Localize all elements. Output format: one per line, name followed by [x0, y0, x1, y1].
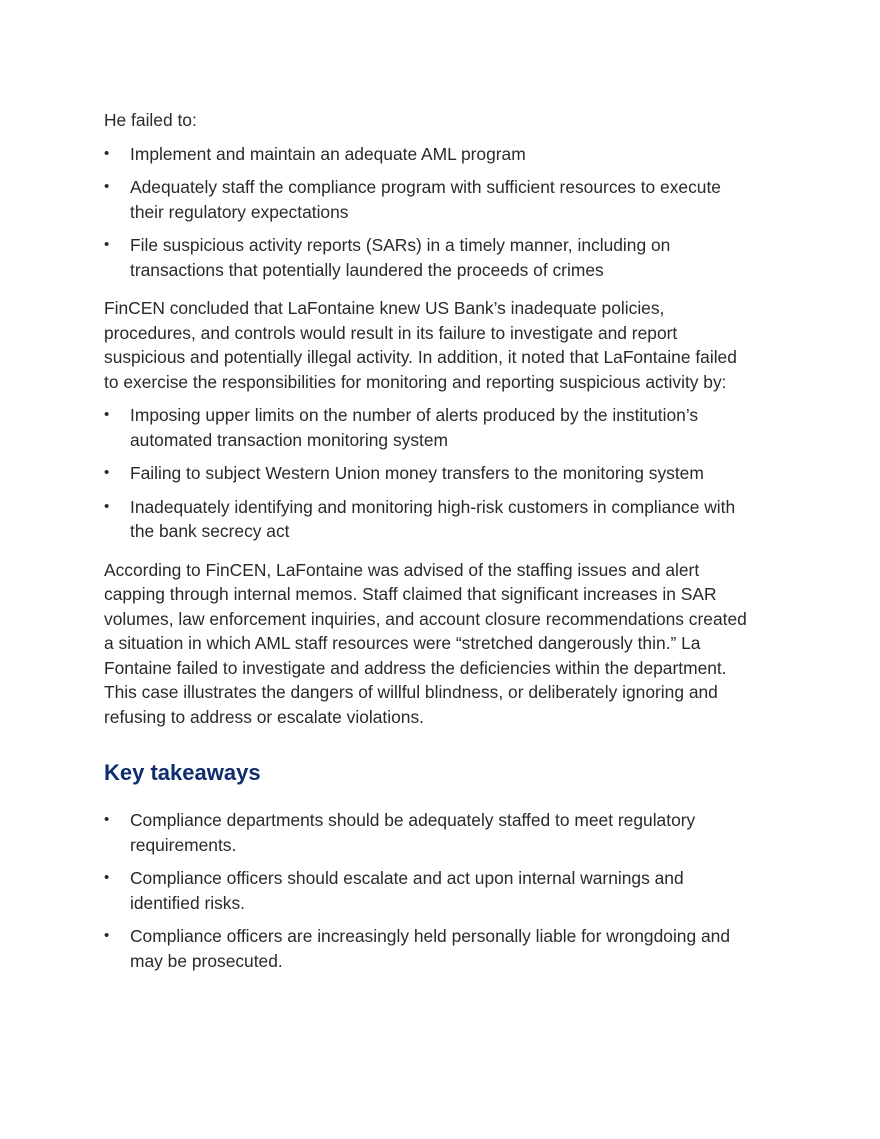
bullet-icon: • — [104, 144, 110, 162]
list-item — [104, 461, 754, 486]
bullet-icon: • — [104, 927, 110, 944]
fincen-conclusion-paragraph: FinCEN concluded that LaFontaine knew US Bank’s inadequate policies, procedures, and controls would result in its failure to investigate and report suspicious and potentially illegal activity. In addition, it noted that LaFontaine failed to exercise the responsibilities for monitoring and reporting suspicious activity by: — [104, 298, 737, 392]
list-item — [104, 403, 754, 452]
bullet-icon: • — [104, 236, 110, 253]
list-item-text: Imposing upper limits on the number of alerts produced by the institution’s automated transaction monitoring system — [130, 405, 699, 450]
monitoring-failures-list — [104, 403, 754, 544]
list-item-text: Failing to subject Western Union money transfers to the monitoring system — [130, 463, 704, 483]
list-item-text: Compliance officers should escalate and act upon internal warnings and identified risks. — [130, 868, 684, 913]
bullet-icon: • — [104, 406, 110, 423]
bullet-icon: • — [104, 869, 110, 886]
bullet-icon: • — [104, 497, 110, 515]
list-item-text: File suspicious activity reports (SARs) in a timely manner, including on transactions that potentially laundered the proceeds of crimes — [130, 235, 671, 280]
failures-list — [104, 142, 754, 283]
list-item — [104, 142, 754, 167]
list-item-text: Implement and maintain an adequate AML program — [130, 143, 526, 164]
list-item-text: Adequately staff the compliance program with sufficient resources to execute their regulatory expectations — [130, 177, 721, 222]
intro-text: He failed to: — [104, 110, 197, 130]
list-item-text: Compliance officers are increasingly held personally liable for wrongdoing and may be prosecuted. — [130, 926, 730, 971]
list-item-text: Inadequately identifying and monitoring high-risk customers in compliance with the bank secrecy act — [130, 496, 736, 541]
list-item — [104, 175, 754, 224]
list-item — [104, 808, 754, 857]
list-item-text: Compliance departments should be adequately staffed to meet regulatory requirements. — [130, 810, 696, 855]
bullet-icon: • — [104, 811, 110, 828]
list-item — [104, 866, 754, 915]
list-item — [104, 924, 754, 973]
key-takeaways-heading: Key takeaways — [104, 760, 261, 785]
bullet-icon: • — [104, 178, 110, 195]
list-item — [104, 495, 754, 544]
bullet-icon: • — [104, 464, 110, 481]
list-item — [104, 233, 754, 282]
key-takeaways-list — [104, 808, 754, 973]
document-page — [104, 108, 754, 982]
fincen-memo-paragraph: According to FinCEN, LaFontaine was advised of the staffing issues and alert capping through internal memos. Staff claimed that significant increases in SAR volumes, law enforcement inquiries, and account closure recommendations created a situation in which AML staff resources were “stretched dangerously thin.” La Fontaine failed to investigate and address the deficiencies within the department. This case illustrates the dangers of willful blindness, or deliberately ignoring and refusing to address or escalate violations. — [104, 559, 747, 727]
